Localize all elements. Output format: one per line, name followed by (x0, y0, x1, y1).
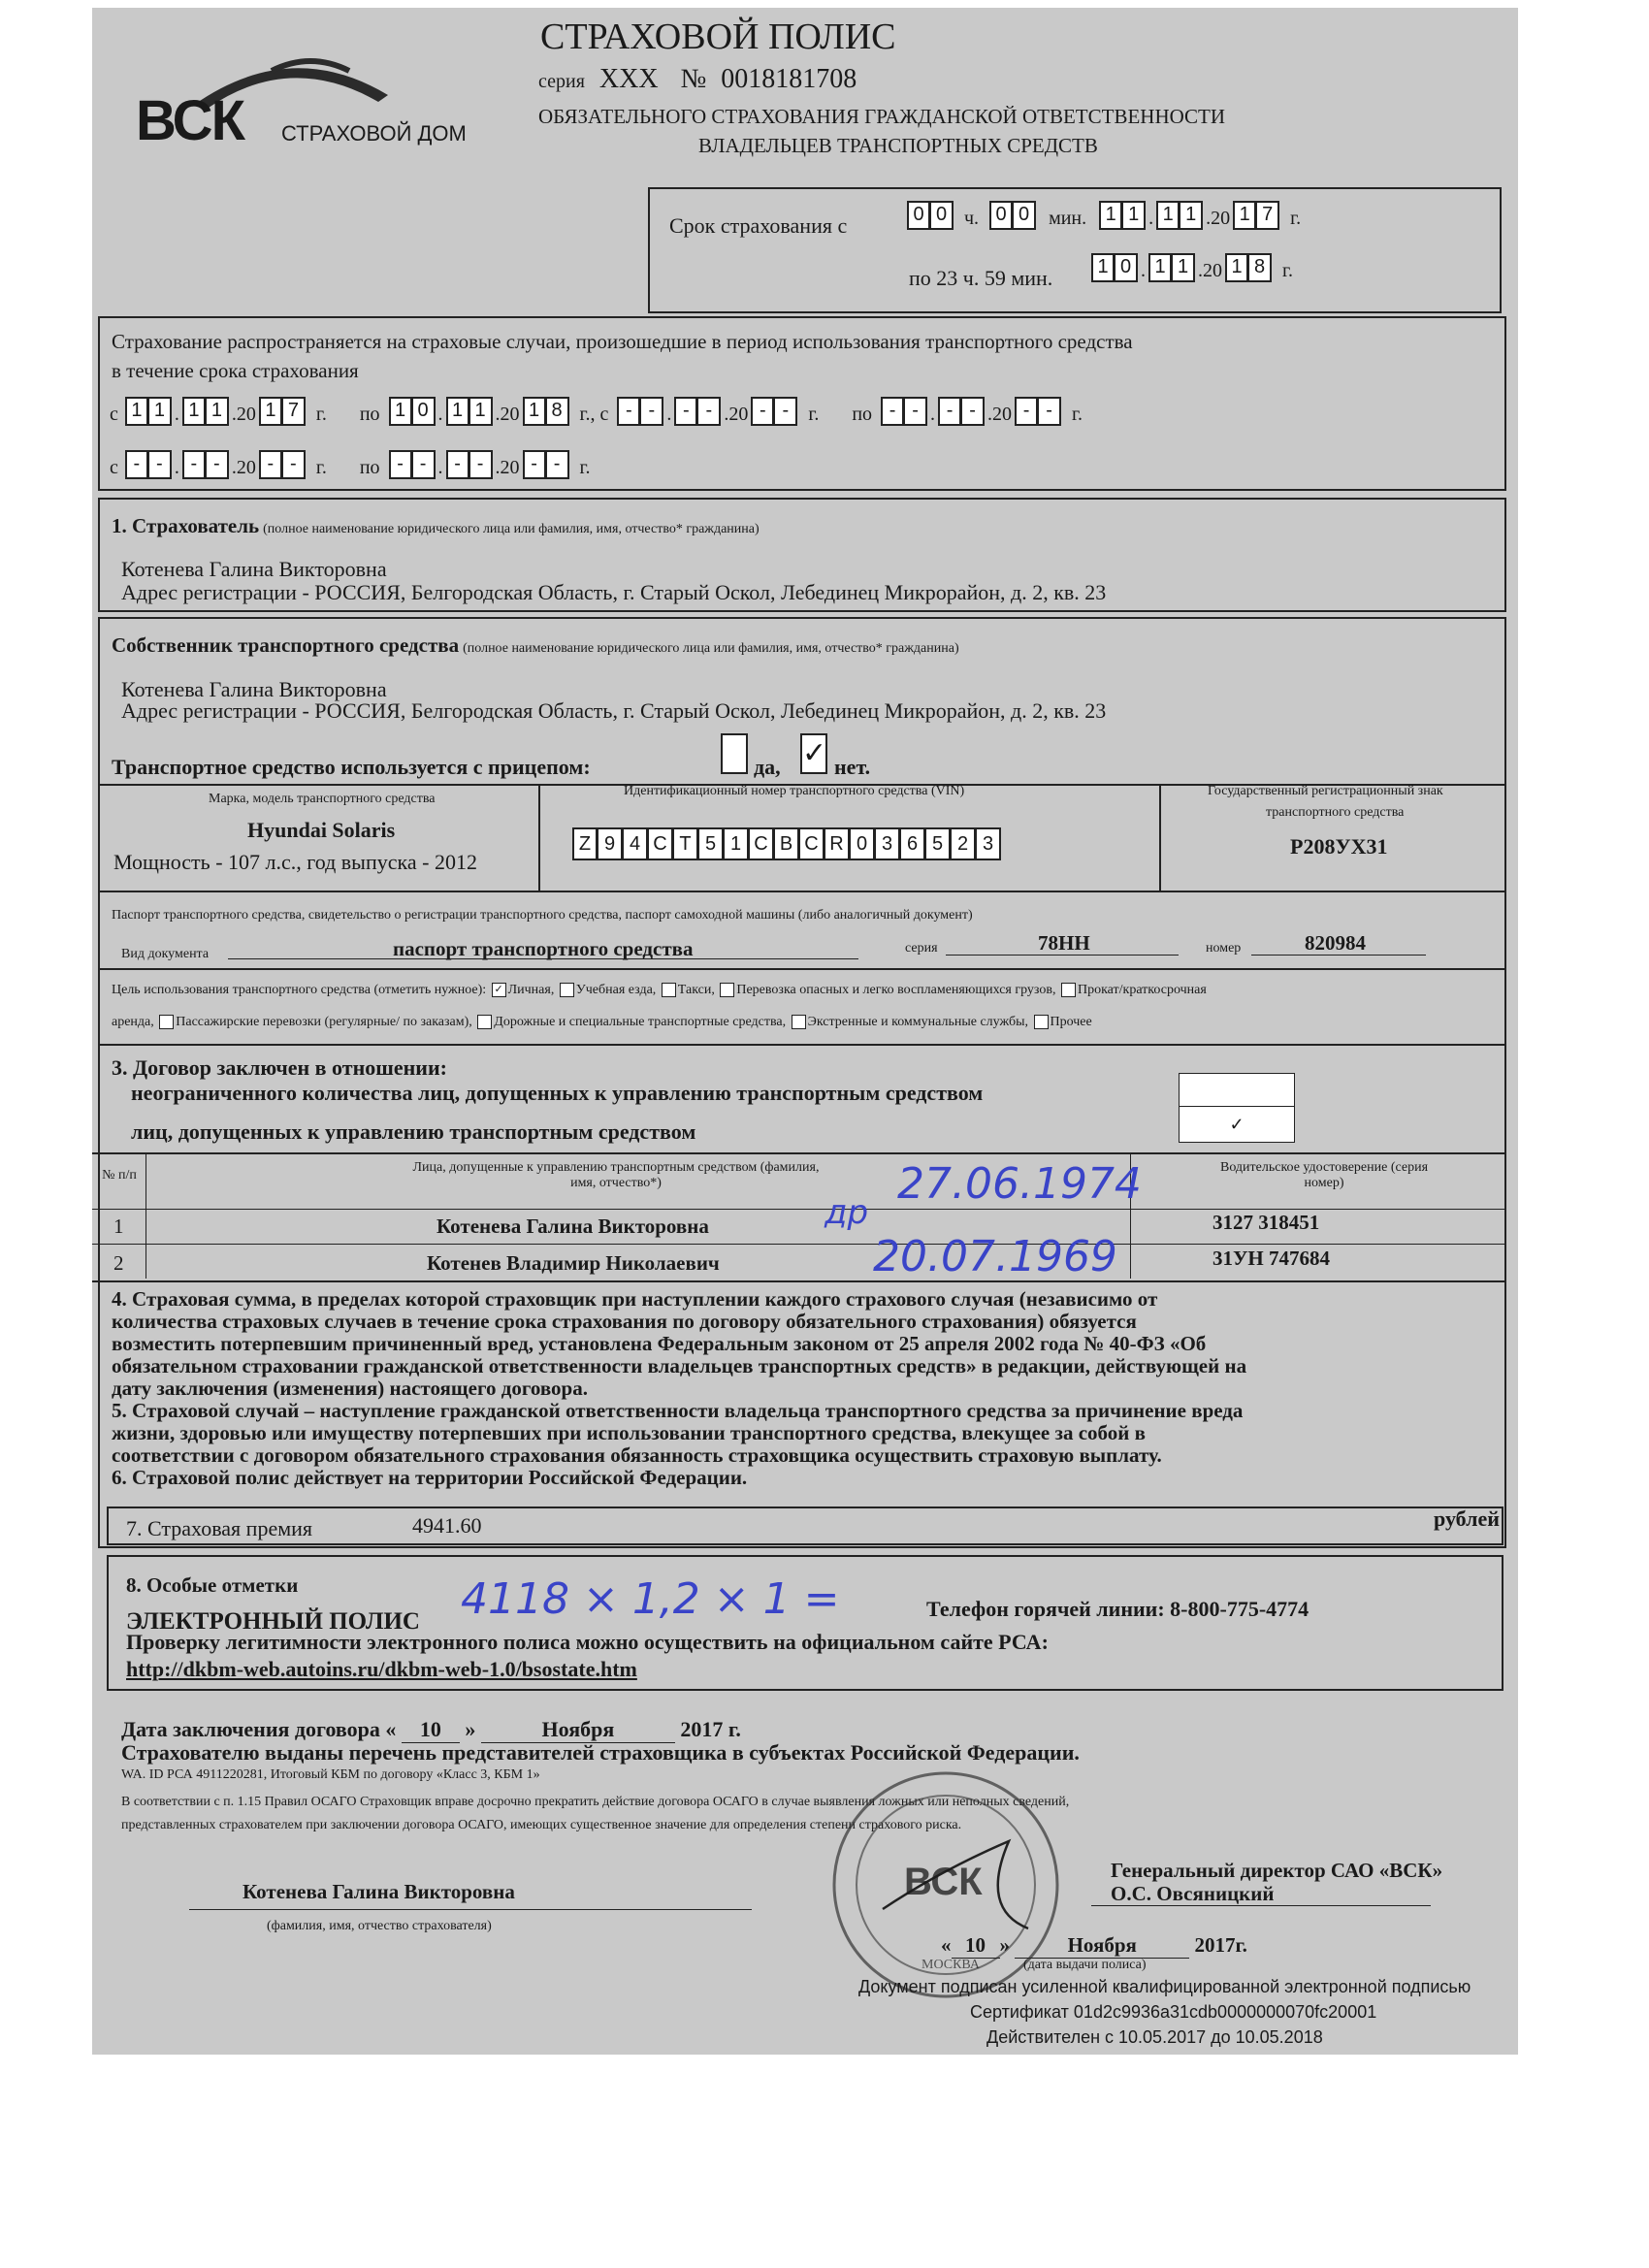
purpose-row-border (98, 968, 1506, 970)
vin-cell: 9 (598, 827, 623, 860)
from-year-2: 7 (1256, 201, 1279, 230)
vehicle-divider (538, 784, 540, 891)
subtitle-line2: ВЛАДЕЛЬЦЕВ ТРАНСПОРТНЫХ СРЕДСТВ (698, 134, 1098, 157)
contract-option1: неограниченного количества лиц, допущенных к управлению транспортным средством (131, 1081, 984, 1105)
contract-row-border (98, 1044, 1506, 1046)
date-month: Ноября (481, 1717, 675, 1743)
dash-cell: - (259, 450, 282, 479)
dash-cell: - (523, 450, 546, 479)
p1-to-month-2: 1 (469, 397, 493, 426)
vin-cell: 4 (623, 827, 648, 860)
director-title: Генеральный директор САО «ВСК» (1111, 1859, 1443, 1882)
premium-label: 7. Страховая премия (126, 1516, 313, 1540)
insurer-heading-label: 1. Страхователь (112, 514, 260, 537)
dash-cell: - (182, 450, 206, 479)
purpose-label: Такси, (677, 983, 715, 997)
vin-cell: Z (572, 827, 598, 860)
purpose-label: Прокат/краткосрочная (1077, 983, 1207, 997)
purpose-check-personal[interactable]: ✓ (492, 983, 506, 997)
dash-cell: - (904, 397, 927, 426)
table-row-name: Котенев Владимир Николаевич (427, 1251, 720, 1275)
esign-note: Документ подписан усиленной квалифицированной электронной подписью (858, 1977, 1471, 1996)
table-head-num: № п/п (102, 1168, 137, 1183)
vin-label: Идентификационный номер транспортного средства (VIN) (624, 784, 965, 798)
doc-heading: Паспорт транспортного средства, свидетельство о регистрации транспортного средства, паспорт самоходной машины (либо аналогичный документ) (112, 908, 973, 923)
clause-line: количества страховых случаев в течение срока страхования по договору обязательного страхования) обязуется (112, 1310, 1137, 1333)
purpose-label: Прочее (1050, 1015, 1092, 1029)
dash-cell: - (751, 397, 774, 426)
table-row-name: Котенева Галина Викторовна (436, 1215, 709, 1238)
checkmark-icon: ✓ (1229, 1115, 1245, 1134)
from-day-1: 1 (1099, 201, 1122, 230)
vin-cell: C (799, 827, 824, 860)
vin-cell: 2 (951, 827, 976, 860)
model-label: Марка, модель транспортного средства (209, 792, 436, 806)
special-electronic: ЭЛЕКТРОННЫЙ ПОЛИС (126, 1608, 420, 1635)
vehicle-power: Мощность - 107 л.с., год выпуска - 2012 (113, 850, 477, 874)
plate-label-2: транспортного средства (1266, 805, 1405, 820)
dash-cell: - (412, 450, 436, 479)
min-label: мин. (1049, 208, 1087, 229)
owner-heading-label: Собственник транспортного средства (112, 633, 460, 657)
from-year-1: 1 (1233, 201, 1256, 230)
clause-line: 4. Страховая сумма, в пределах которой страховщик при наступлении каждого страхового случая (независимо от (112, 1287, 1158, 1311)
clause-line: 6. Страховой полис действует на территории Российской Федерации. (112, 1466, 748, 1489)
clause-line: жизни, здоровью или имуществу потерпевших при использовании транспортного средства, влекущее за собой в (112, 1421, 1146, 1444)
to-year-2: 8 (1248, 253, 1272, 282)
purpose-label: Пассажирские перевозки (регулярные/ по заказам), (176, 1015, 472, 1029)
purpose-prefix: Цель использования транспортного средства (отметить нужное): (112, 983, 487, 997)
doc-row-border (98, 891, 1506, 892)
logo-text: ВСК (136, 89, 243, 152)
signer-name: Котенева Галина Викторовна (242, 1880, 515, 1903)
purpose-line2 (112, 1015, 1092, 1030)
p1-to-day-1: 1 (389, 397, 412, 426)
usage-row2: с - - . - - .20 - - г. по - - . - - .20 - - г. (107, 449, 594, 479)
drivers-table (92, 1152, 1506, 1282)
po-label: по (852, 404, 873, 425)
c-label: с (110, 457, 118, 478)
subtitle-line1: ОБЯЗАТЕЛЬНОГО СТРАХОВАНИЯ ГРАЖДАНСКОЙ ОТВЕТСТВЕННОСТИ (538, 105, 1226, 128)
issue-date (941, 1933, 1247, 1959)
wa-note: WA. ID РСА 4911220281, Итоговый КБМ по договору «Класс 3, КБМ 1» (121, 1767, 540, 1782)
term-to-label: по 23 ч. 59 мин. (909, 266, 1053, 290)
p1-to-month-1: 1 (446, 397, 469, 426)
p1-from-day-2: 1 (148, 397, 172, 426)
hour-label: ч. (964, 208, 980, 229)
vin-cell: T (673, 827, 698, 860)
dash-cell: - (1038, 397, 1061, 426)
to-day-2: 0 (1115, 253, 1138, 282)
premium-box (107, 1507, 1504, 1545)
vin-cell: 0 (850, 827, 875, 860)
to-year-1: 1 (1225, 253, 1248, 282)
purpose-check-dangerous[interactable] (720, 983, 734, 997)
p1-from-year-1: 1 (259, 397, 282, 426)
clause-line: обязательном страховании гражданской ответственности владельцев транспортных средств» в редакции, действующей на (112, 1354, 1247, 1377)
series-value: XXX (598, 64, 659, 94)
po-label: по (359, 457, 380, 478)
p1-from-month-1: 1 (182, 397, 206, 426)
vin-cell: C (648, 827, 673, 860)
usage-line2: в течение срока страхования (112, 359, 359, 382)
signer-caption: (фамилия, имя, отчество страхователя) (267, 1919, 492, 1933)
table-row-license: 31УН 747684 (1212, 1247, 1330, 1270)
clause-line: возместить потерпевшим причиненный вред, установлена Федеральным законом от 25 апреля 2002 года № 40-ФЗ «Об (112, 1332, 1207, 1355)
term-label: Срок страхования с (669, 213, 848, 238)
from-day-2: 1 (1122, 201, 1146, 230)
vin-cell: B (774, 827, 799, 860)
dash-cell: - (617, 397, 640, 426)
handwritten-formula: 4118 × 1,2 × 1 = (461, 1574, 840, 1624)
doc-number-label: номер (1206, 941, 1242, 956)
vin-cell: 5 (925, 827, 951, 860)
table-head-license: Водительское удостоверение (серия номер) (1219, 1160, 1429, 1190)
year-prefix: .20 (1206, 208, 1231, 229)
to-year-label: г. (1282, 260, 1293, 281)
g-label: г. (1072, 404, 1083, 425)
cert-number: Сертификат 01d2c9936a31cdb0000000070fc20001 (970, 2002, 1377, 2022)
p1-to-year-2: 8 (546, 397, 569, 426)
table-row-license: 3127 318451 (1212, 1211, 1320, 1234)
usage-line1: Страхование распространяется на страховые случаи, произошедшие в период использования транспортного средства (112, 330, 1133, 353)
insurer-heading-note: (полное наименование юридического лица или фамилия, имя, отчество* гражданина) (263, 522, 760, 536)
dash-cell: - (389, 450, 412, 479)
special-hotline: Телефон горячей линии: 8-800-775-4774 (926, 1597, 1310, 1621)
date-day: 10 (402, 1717, 460, 1743)
table-row-num: 2 (113, 1251, 124, 1275)
p1-from-month-2: 1 (206, 397, 229, 426)
clause-line: соответствии с договором обязательного страхования обязанность страховщика осуществить страховую выплату. (112, 1443, 1162, 1467)
purpose-label: Перевозка опасных и легко воспламеняющихся грузов, (736, 983, 1056, 997)
plate-label-1: Государственный регистрационный знак (1208, 784, 1443, 798)
premium-value: 4941.60 (412, 1513, 482, 1538)
policy-title: СТРАХОВОЙ ПОЛИС (540, 16, 896, 57)
vin-cell: 1 (724, 827, 749, 860)
table-head-persons: Лица, допущенные к управлению транспортным средством (фамилия, имя, отчество*) (412, 1160, 820, 1190)
vin-cell: 5 (698, 827, 724, 860)
special-check-text: Проверку легитимности электронного полиса можно осуществить на официальном сайте РСА: (126, 1630, 1049, 1654)
g-label: г. (315, 404, 327, 425)
doc-type: паспорт транспортного средства (393, 937, 694, 960)
table-row-divider (92, 1209, 1506, 1210)
number-sign: № (680, 64, 707, 94)
purpose-check-rental[interactable] (1061, 983, 1076, 997)
cert-validity: Действителен с 10.05.2017 до 10.05.2018 (986, 2027, 1323, 2047)
purpose-check-passenger[interactable] (159, 1015, 174, 1029)
insurer-name: Котенева Галина Викторовна (121, 557, 387, 581)
vehicle-divider (1159, 784, 1161, 891)
g-label: г. (315, 457, 327, 478)
from-month-1: 1 (1156, 201, 1180, 230)
date-label: Дата заключения договора « (121, 1717, 397, 1741)
term-from: 0 0 ч. 0 0 мин. 1 1 . 1 1 .20 1 7 г. (907, 200, 1311, 230)
to-month-2: 1 (1172, 253, 1195, 282)
dash-cell: - (938, 397, 961, 426)
purpose-label: Дорожные и специальные транспортные средства, (494, 1015, 787, 1029)
doc-number: 820984 (1305, 931, 1366, 955)
from-min-1: 0 (989, 201, 1013, 230)
date-close: » (465, 1717, 476, 1741)
po-label: по (359, 404, 380, 425)
year-label: г. (1290, 208, 1302, 229)
purpose-label: Учебная езда, (575, 983, 657, 997)
usage-row1: с 1 1 . 1 1 .20 1 7 г. по 1 0 . 1 1 .20 1 8 г., с - - . - - .20 - - г. по - - . - - .20 - - г. (107, 396, 1085, 426)
table-row-divider (92, 1244, 1506, 1245)
insurer-address: Адрес регистрации - РОССИЯ, Белгородская Область, г. Старый Оскол, Лебединец Микрорайон, д. 2, кв. 23 (121, 580, 1107, 604)
dash-cell: - (1015, 397, 1038, 426)
contract-option2: лиц, допущенных к управлению транспортным средством (131, 1119, 696, 1144)
vehicle-plate: Р208УХ31 (1290, 834, 1388, 859)
dash-cell: - (774, 397, 797, 426)
series-line (538, 64, 857, 95)
dash-cell: - (674, 397, 697, 426)
trailer-yes-label: да, (754, 755, 781, 779)
vin-cell: 3 (875, 827, 900, 860)
purpose-check-road[interactable] (477, 1015, 492, 1029)
from-month-2: 1 (1180, 201, 1203, 230)
series-label: серия (538, 71, 585, 92)
to-month-1: 1 (1148, 253, 1172, 282)
vsk-logo (116, 42, 524, 152)
from-min-2: 0 (1013, 201, 1036, 230)
dash-cell: - (697, 397, 721, 426)
trailer-label: Транспортное средство используется с прицепом: (112, 755, 591, 779)
purpose-line1 (112, 983, 1207, 998)
dash-cell: - (446, 450, 469, 479)
vin-cells (572, 827, 1001, 860)
signature-line (1091, 1905, 1431, 1906)
clause-line: дату заключения (изменения) настоящего договора. (112, 1377, 588, 1400)
owner-address: Адрес регистрации - РОССИЯ, Белгородская Область, г. Старый Оскол, Лебединец Микрорайон, д. 2, кв. 23 (121, 698, 1107, 723)
issue-year: 2017г. (1194, 1933, 1247, 1957)
termination-note-1: В соответствии с п. 1.15 Правил ОСАГО Страховщик вправе досрочно прекратить действие договора ОСАГО в случае выявления ложных или неполных сведений, (121, 1795, 1070, 1809)
special-heading: 8. Особые отметки (126, 1573, 299, 1597)
issue-caption: (дата выдачи полиса) (1023, 1958, 1147, 1972)
clause-line: 5. Страховой случай – наступление гражданской ответственности владельца транспортного средства за причинение вреда (112, 1399, 1244, 1422)
insurer-heading (112, 514, 760, 538)
vin-cell: C (749, 827, 774, 860)
from-hour-1: 0 (907, 201, 930, 230)
p1-from-year-2: 7 (282, 397, 306, 426)
g-label: г. (579, 457, 591, 478)
to-day-1: 1 (1091, 253, 1115, 282)
g-label: г. (808, 404, 820, 425)
dash-cell: - (125, 450, 148, 479)
premium-unit: рублей (1434, 1507, 1500, 1531)
from-hour-2: 0 (930, 201, 954, 230)
purpose-line2-start: аренда, (112, 1015, 154, 1029)
dash-cell: - (282, 450, 306, 479)
contract-option2-box[interactable] (1179, 1106, 1295, 1143)
trailer-yes-checkbox[interactable] (721, 733, 748, 774)
contract-heading: 3. Договор заключен в отношении: (112, 1055, 447, 1080)
purpose-check-other[interactable] (1034, 1015, 1049, 1029)
vin-cell: 6 (900, 827, 925, 860)
dash-cell: - (148, 450, 172, 479)
p1-to-year-1: 1 (523, 397, 546, 426)
handwritten-birthdate: 20.07.1969 (873, 1232, 1117, 1281)
vehicle-model: Hyundai Solaris (247, 818, 396, 842)
trailer-no-checkbox[interactable] (800, 733, 827, 774)
dash-cell: - (469, 450, 493, 479)
policy-document (92, 8, 1518, 2055)
c-label: с (110, 404, 118, 425)
dash-cell: - (546, 450, 569, 479)
vin-cell: 3 (976, 827, 1001, 860)
dash-cell: - (881, 397, 904, 426)
rsa-link[interactable]: http://dkbm-web.autoins.ru/dkbm-web-1.0/bsostate.htm (126, 1657, 637, 1681)
owner-heading (112, 633, 959, 658)
p1-to-day-2: 0 (412, 397, 436, 426)
table-row-num: 1 (113, 1215, 124, 1238)
doc-series-label: серия (905, 941, 938, 956)
p1-from-day-1: 1 (125, 397, 148, 426)
director-name: О.С. Овсяницкий (1111, 1882, 1275, 1905)
termination-note-2: представленных страхователем при заключении договора ОСАГО, имеющих существенное значение для определения степени страхового риска. (121, 1818, 962, 1832)
date-year: 2017 г. (680, 1717, 741, 1741)
purpose-check-training[interactable] (560, 983, 574, 997)
dash-cell: - (206, 450, 229, 479)
contract-option1-box[interactable] (1179, 1073, 1295, 1108)
doc-type-label: Вид документа (121, 947, 210, 961)
clause-4 (112, 1288, 1246, 1489)
term-to: 1 0 . 1 1 .20 1 8 г. (1091, 252, 1304, 282)
policy-number: 0018181708 (721, 64, 857, 94)
stamp-city: МОСКВА (922, 1958, 980, 1972)
dash-cell: - (961, 397, 985, 426)
purpose-label: Экстренные и коммунальные службы, (807, 1015, 1028, 1029)
doc-series: 78НН (1038, 931, 1090, 955)
trailer-no-label: нет. (834, 755, 871, 779)
contract-date (121, 1717, 741, 1743)
checkmark-icon: ✓ (802, 737, 827, 769)
signer-underline (189, 1909, 752, 1910)
owner-name: Котенева Галина Викторовна (121, 677, 387, 701)
logo-subtitle: СТРАХОВОЙ ДОМ (281, 121, 467, 146)
stamp-text: ВСК (904, 1861, 983, 1903)
dash-cell: - (640, 397, 663, 426)
handwritten-birthdate: 27.06.1974 (897, 1159, 1142, 1209)
owner-heading-note: (полное наименование юридического лица или фамилия, имя, отчество* гражданина) (463, 641, 959, 656)
reps-note: Страхователю выданы перечень представителей страховщика в субъектах Российской Федерации. (121, 1740, 1080, 1765)
purpose-check-taxi[interactable] (662, 983, 676, 997)
vin-cell: R (824, 827, 850, 860)
handwritten-prefix: др (824, 1193, 869, 1232)
issue-month: Ноября (1015, 1933, 1189, 1959)
g-comma-label: г., с (579, 404, 609, 425)
purpose-check-emergency[interactable] (792, 1015, 806, 1029)
purpose-label: Личная, (507, 983, 555, 997)
issue-day: « 10 » (941, 1933, 1010, 1957)
